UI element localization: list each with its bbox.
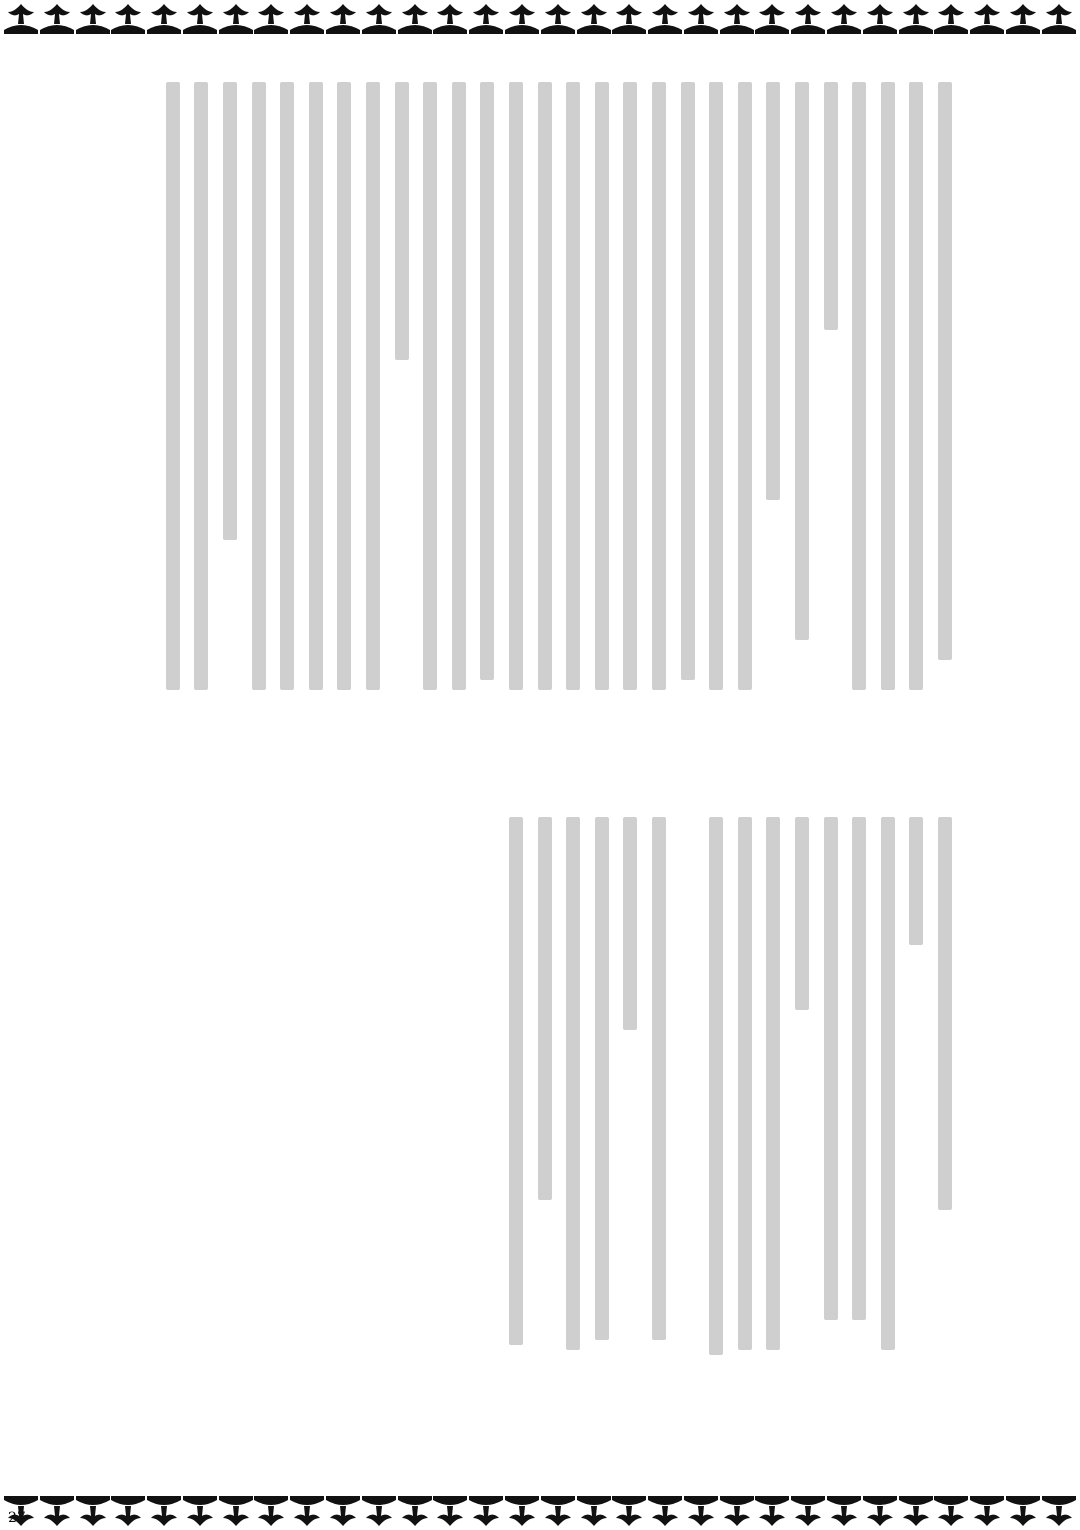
redacted-text-column [709, 817, 723, 1355]
redacted-text-column [509, 817, 523, 1345]
fleur-ornament-icon [1006, 1496, 1040, 1530]
fleur-ornament-icon [899, 0, 933, 34]
fleur-ornament-icon [254, 1496, 288, 1530]
fleur-ornament-icon [827, 0, 861, 34]
fleur-ornament-icon [76, 0, 110, 34]
fleur-ornament-icon [505, 1496, 539, 1530]
page-number: 27 [8, 1510, 26, 1526]
fleur-ornament-icon [541, 0, 575, 34]
fleur-ornament-icon [433, 1496, 467, 1530]
redacted-text-column [824, 817, 838, 1320]
fleur-ornament-icon [362, 1496, 396, 1530]
fleur-ornament-icon [1042, 0, 1076, 34]
fleur-ornament-icon [899, 1496, 933, 1530]
redacted-text-column [652, 817, 666, 1340]
fleur-ornament-icon [183, 1496, 217, 1530]
redacted-text-column [566, 817, 580, 1350]
redacted-text-column [652, 82, 666, 690]
redacted-text-column [280, 82, 294, 690]
redacted-text-column [423, 82, 437, 690]
redacted-text-column [881, 817, 895, 1350]
redacted-text-column [480, 82, 494, 680]
fleur-ornament-icon [970, 1496, 1004, 1530]
fleur-ornament-icon [720, 1496, 754, 1530]
fleur-ornament-icon [791, 0, 825, 34]
fleur-ornament-icon [219, 1496, 253, 1530]
fleur-ornament-icon [183, 0, 217, 34]
fleur-ornament-icon [290, 0, 324, 34]
fleur-ornament-icon [934, 0, 968, 34]
fleur-ornament-icon [398, 1496, 432, 1530]
fleur-ornament-icon [111, 1496, 145, 1530]
redacted-text-column [766, 82, 780, 500]
redacted-text-column [452, 82, 466, 690]
fleur-ornament-icon [362, 0, 396, 34]
redacted-text-column [738, 82, 752, 690]
redacted-text-column [252, 82, 266, 690]
fleur-ornament-icon [4, 0, 38, 34]
redacted-text-column [909, 82, 923, 690]
bottom-ornament-border [0, 1496, 1080, 1530]
redacted-text-column [623, 817, 637, 1030]
fleur-ornament-icon [398, 0, 432, 34]
redacted-text-column [681, 82, 695, 680]
redacted-text-column [824, 82, 838, 330]
redacted-text-column [194, 82, 208, 690]
redacted-text-column [938, 817, 952, 1210]
redacted-text-column [595, 817, 609, 1340]
redacted-text-column [766, 817, 780, 1350]
redacted-text-column [337, 82, 351, 690]
fleur-ornament-icon [254, 0, 288, 34]
redacted-text-column [852, 817, 866, 1320]
fleur-ornament-icon [111, 0, 145, 34]
redacted-text-column [938, 82, 952, 660]
fleur-ornament-icon [76, 1496, 110, 1530]
redacted-text-column [538, 817, 552, 1200]
redacted-text-column [595, 82, 609, 690]
fleur-ornament-icon [469, 0, 503, 34]
fleur-ornament-icon [720, 0, 754, 34]
fleur-ornament-icon [755, 1496, 789, 1530]
redacted-text-column [795, 817, 809, 1010]
redacted-text-column [166, 82, 180, 690]
redacted-text-column [909, 817, 923, 945]
fleur-ornament-icon [326, 0, 360, 34]
fleur-ornament-icon [505, 0, 539, 34]
fleur-ornament-icon [648, 1496, 682, 1530]
redacted-text-column [538, 82, 552, 690]
fleur-ornament-icon [970, 0, 1004, 34]
fleur-ornament-icon [326, 1496, 360, 1530]
fleur-ornament-icon [147, 1496, 181, 1530]
fleur-ornament-icon [827, 1496, 861, 1530]
fleur-ornament-icon [40, 0, 74, 34]
fleur-ornament-icon [219, 0, 253, 34]
fleur-ornament-icon [1006, 0, 1040, 34]
redacted-text-column [709, 82, 723, 690]
fleur-ornament-icon [684, 0, 718, 34]
fleur-ornament-icon [863, 1496, 897, 1530]
fleur-ornament-icon [934, 1496, 968, 1530]
fleur-ornament-icon [755, 0, 789, 34]
fleur-ornament-icon [433, 0, 467, 34]
redacted-text-column [738, 817, 752, 1350]
fleur-ornament-icon [1042, 1496, 1076, 1530]
fleur-ornament-icon [469, 1496, 503, 1530]
redacted-text-column [852, 82, 866, 690]
fleur-ornament-icon [648, 0, 682, 34]
redacted-text-column [223, 82, 237, 540]
redacted-text-column [395, 82, 409, 360]
redacted-text-column [309, 82, 323, 690]
redacted-text-column [881, 82, 895, 690]
redacted-text-column [566, 82, 580, 690]
fleur-ornament-icon [577, 0, 611, 34]
fleur-ornament-icon [541, 1496, 575, 1530]
redacted-text-column [623, 82, 637, 690]
top-ornament-border [0, 0, 1080, 34]
fleur-ornament-icon [40, 1496, 74, 1530]
redacted-text-column [509, 82, 523, 690]
fleur-ornament-icon [612, 1496, 646, 1530]
fleur-ornament-icon [577, 1496, 611, 1530]
fleur-ornament-icon [684, 1496, 718, 1530]
fleur-ornament-icon [290, 1496, 324, 1530]
fleur-ornament-icon [612, 0, 646, 34]
redacted-text-column [366, 82, 380, 690]
fleur-ornament-icon [147, 0, 181, 34]
fleur-ornament-icon [791, 1496, 825, 1530]
fleur-ornament-icon [863, 0, 897, 34]
redacted-text-column [795, 82, 809, 640]
